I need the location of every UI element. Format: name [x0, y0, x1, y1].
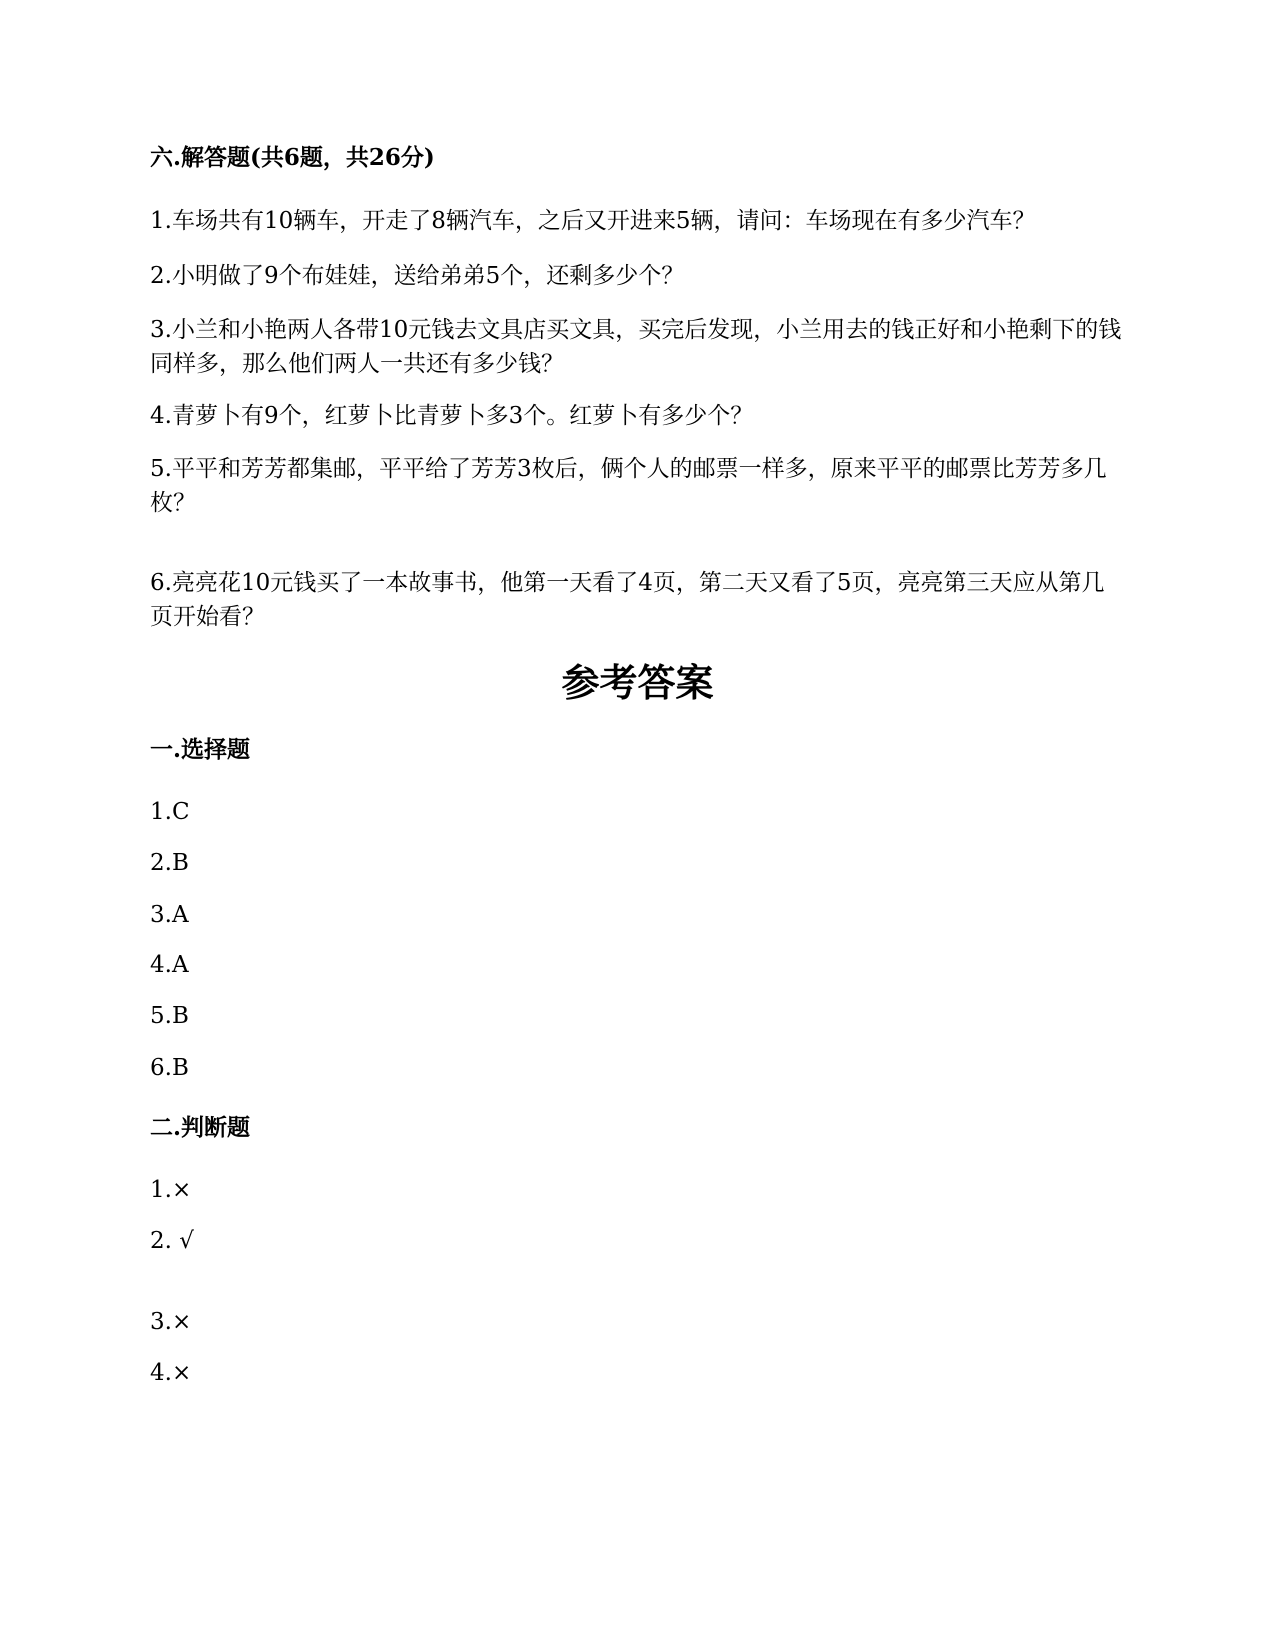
judge-answer-3: 3.×	[150, 1309, 192, 1335]
question-2: 2.小明做了9个布娃娃，送给弟弟5个，还剩多少个？	[150, 263, 685, 289]
choice-heading: 一.选择题	[150, 736, 251, 763]
judge-answer-1: 1.×	[150, 1177, 192, 1203]
question-1: 1.车场共有10辆车，开走了8辆汽车，之后又开进来5辆，请问：车场现在有多少汽车？	[150, 208, 1036, 234]
judge-heading: 二.判断题	[150, 1114, 251, 1141]
choice-answer-1: 1.C	[150, 799, 190, 825]
question-4: 4.青萝卜有9个，红萝卜比青萝卜多3个。红萝卜有多少个？	[150, 403, 754, 429]
judge-answer-4: 4.×	[150, 1360, 192, 1386]
judge-answer-2: 2. √	[150, 1228, 194, 1254]
choice-answer-2: 2.B	[150, 850, 189, 876]
choice-answer-3: 3.A	[150, 902, 189, 928]
answers-title: 参考答案	[561, 660, 714, 705]
section-heading: 六.解答题(共6题，共26分)	[150, 144, 435, 171]
question-3: 3.小兰和小艳两人各带10元钱去文具店买文具，买完后发现，小兰用去的钱正好和小艳剩下的钱同样多，那么他们两人一共还有多少钱？	[150, 317, 1122, 377]
choice-answer-4: 4.A	[150, 952, 189, 978]
choice-answer-5: 5.B	[150, 1003, 189, 1029]
choice-answer-6: 6.B	[150, 1055, 189, 1081]
question-5: 5.平平和芳芳都集邮，平平给了芳芳3枚后，俩个人的邮票一样多，原来平平的邮票比芳芳多几枚？	[150, 456, 1107, 516]
question-6: 6.亮亮花10元钱买了一本故事书，他第一天看了4页，第二天又看了5页，亮亮第三天应从第几页开始看？	[150, 570, 1105, 630]
